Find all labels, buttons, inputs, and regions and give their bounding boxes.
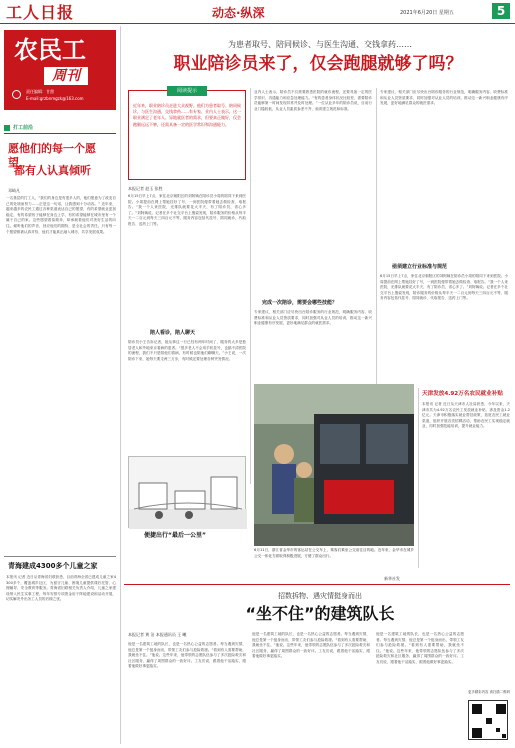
- mail-icon: [12, 90, 21, 99]
- article-byline: 本报记者 赵玉 张胜: [128, 186, 163, 191]
- qr-code-icon: [469, 701, 509, 741]
- sidebar-body: 本报讯 记者 近日从天津市人社局获悉，今年以来，天津市共为4.92万名农民工发放就业补贴，涉及资金1.2亿元。天津市积极落实就业帮扶政策，拓宽农民工就业渠道，组织开展各类招聘活动，帮助农民工实现稳定就业，同时加强技能培训，提升就业能力。: [422, 402, 510, 429]
- news-photo: [254, 384, 414, 546]
- column-email: E-mail:grzbnmgzk@163.com: [26, 96, 84, 101]
- section-name: 动态·纵深: [212, 6, 265, 20]
- qr-code[interactable]: [468, 700, 508, 740]
- bottom-byline: 本报记者 黄 洁 本报通讯员 王 曦: [128, 632, 187, 637]
- sidebar-title: 天津发放4.92万名农民就业补贴: [422, 391, 503, 397]
- opinion-body: 一名基层的打工人，“我们的身边是有很多人的，他们愿意为了改变自己的处境而努力……正是这一句话，让我感到十分动容。” 近年来，越来越多的农民工通过各种渠道表达自己的愿望，有的希望就业更加稳定，有的希望孩子能够在身边上学，有的希望能够在城市里有一个属于自己的家。这些愿望看似简单，却承载着他们对美好生活的向往。倾听他们的声音，回应他们的期待，是全社会的责任。只有每一个愿望都被认真对待，他们才能真正融入城市，共享发展成果。: [6, 196, 116, 234]
- issue-date: 2021年6月20日 星期五: [400, 10, 454, 16]
- bottom-body-2: 他是一名建筑工地的队长，也是一名热心公益的志愿者。每当遇到灾情，他总是第一个挺身而出，带领工友们参与抢险救援。“看到有人需要帮助，我就坐不住。”他说。这些年来，他带领的志愿队伍参与了多次抢险救灾和社区服务，赢得了周围群众的一致好评。工友们说，跟着他干活踏实，跟着他做好事更踏实。: [252, 632, 370, 659]
- subhead-3: 亟须建立行业标准与规范: [392, 264, 448, 270]
- opinion-title-2: 都有人认真倾听: [14, 164, 91, 177]
- reading-box-body: 近年来，职业陪诊员走进大众视野。他们为患者取号、陪同候诊，与医生沟通，交钱拿药……有专家、业内人士表示，这一职业满足了老年人、异地就医者的需求，但要真正做好，仅会跑腿远远不够，还需具备一定的医学常识和沟通能力。: [133, 103, 241, 127]
- qr-caption: 更多精彩内容 请扫描二维码: [468, 690, 510, 694]
- cartoon-drawing: [129, 457, 247, 529]
- brand-logo: 工人日报: [6, 3, 75, 22]
- reading-box-title: 阅读提示: [167, 86, 207, 96]
- bus-photo: [254, 384, 414, 546]
- article-headline: 职业陪诊员来了，仅会跑腿就够了吗？: [173, 54, 463, 74]
- article-body-1: 6月15日早上7点，家住北京朝阳区的刘阿姨在陪诊员小周的陪同下来到医院。小周提前在网上帮她挂好了号，一到医院便带着她去做检查、取报告。“我一个人来医院，光排队就要花大半天，有了陪诊员，省心多了。”刘阿姨说。记者在多个社交平台上搜索发现，陪诊服务的价格从每半天一二百元到每天三四百元不等，服务内容包括代挂号、陪同就诊、代取报告、送药上门等。: [128, 194, 246, 226]
- column-editor: 责任编辑：甘甜: [26, 89, 54, 94]
- page-number: 5: [492, 3, 510, 19]
- photo-caption: 6月11日，浙江省金华市的客运站在公交车上，乘客们乘坐公交前往目的地。近年来，金华市在城乡公交一体化方面取得积极进展，方便了群众出行。: [254, 548, 414, 558]
- column-title: 农民工: [14, 35, 86, 64]
- article-body-3b: 专家建议，相关部门应尽快出台陪诊服务的行业规范，明确服务内容、收费标准和从业人员资质要求，同时加强对从业人员的培训，推动这一新兴职业健康有序发展，更好地满足群众的就医需求。: [254, 310, 372, 326]
- subhead-2: 完成一次陪诊，需要会哪些技能？: [262, 300, 338, 306]
- bottom-headline: “坐不住”的建筑队长: [245, 604, 395, 623]
- opinion-author: 邓崎凡: [8, 188, 20, 193]
- bottom-body-3: 他是一名建筑工地的队长，也是一名热心公益的志愿者。每当遇到灾情，他总是第一个挺身而出，带领工友们参与抢险救援。“看到有人需要帮助，我就坐不住。”他说。这些年来，他带领的志愿队伍参与了多次抢险救灾和社区服务，赢得了周围群众的一致好评。工友们说，跟着他干活踏实，跟着他做好事更踏实。: [376, 632, 464, 664]
- article-body-4b: 6月15日早上7点，家住北京朝阳区的刘阿姨在陪诊员小周的陪同下来到医院。小周提前在网上帮她挂好了号，一到医院便带着她去做检查、取报告。“我一个人来医院，光排队就要花大半天，有了陪诊员，省心多了。”刘阿姨说。记者在多个社交平台上搜索发现，陪诊服务的价格从每半天一二百元到每天三四百元不等，服务内容包括代挂号、陪同就诊、代取报告、送药上门等。: [380, 274, 508, 301]
- masthead: [0, 0, 515, 32]
- bottom-kicker: 招数拆物、遇灾情挺身而出: [278, 592, 362, 600]
- article-body-2: 陪诊员小王告诉记者，她从事这一行已经有两年时间了，服务的大多是独居老人和外地来京看病的患者。“很多老人不会用手机挂号，也搞不清医院的流程，我们不只是陪他们看病，有时候也陪他们聊聊天。”小王说，一次陪诊下来，她每天要走两三万步，有时候还要处理各种突发情况。: [128, 340, 246, 361]
- opinion-title-1: 愿他们的每一个愿望，: [8, 142, 96, 169]
- cartoon-caption: 便捷出行“最后一公里”: [144, 532, 206, 539]
- article-body-3: 业内人士表示，陪诊员不仅需要熟悉医院的就诊流程，还要具备一定的医学常识、沟通能力和应急处理能力。“有的患者身体状况比较差，需要陪诊员能够第一时间发现异常并及时处理。”一位从业多年的陪诊员说，目前行业门槛较低，从业人员素质参差不齐，亟须建立规范和标准。: [254, 90, 372, 111]
- section-tag: [4, 124, 116, 134]
- subhead-1: 陪人看诊，陪人聊天: [150, 330, 196, 336]
- bottom-body-1: 他是一名建筑工地的队长，也是一名热心公益的志愿者。每当遇到灾情，他总是第一个挺身而出，带领工友们参与抢险救援。“看到有人需要帮助，我就坐不住。”他说。这些年来，他带领的志愿队伍参与了多次抢险救灾和社区服务，赢得了周围群众的一致好评。工友们说，跟着他干活踏实，跟着他做好事更踏实。: [128, 642, 246, 669]
- cartoon-image: [128, 456, 246, 528]
- article-kicker: 为患者取号、陪同候诊、与医生沟通、交钱拿药……: [228, 40, 412, 49]
- photo-credit: 新华社发: [384, 576, 400, 581]
- brief-body: 本报讯 记者 近日从青海省妇联获悉，目前青海全省已建成儿童之家4300多个，覆盖城乡社区，为留守儿童、困境儿童提供课后托管、心理辅导、安全教育等服务。青海省妇联相关负责人介绍，儿童之家建设纳入民生实事工程，每年安排专项资金用于阵地建设和活动开展，切实解决外出务工人员的后顾之忧。: [6, 575, 116, 602]
- column-banner: [4, 30, 116, 110]
- tag-label: 打工前沿: [13, 125, 34, 131]
- column-subtitle: 周刊: [44, 67, 88, 85]
- reading-box: [128, 90, 246, 180]
- tag-square-icon: [4, 125, 10, 131]
- article-body-4: 专家建议，相关部门应尽快出台陪诊服务的行业规范，明确服务内容、收费标准和从业人员资质要求，同时加强对从业人员的培训，推动这一新兴职业健康有序发展，更好地满足群众的就医需求。: [380, 90, 508, 106]
- brief-title: 青海建成4300多个儿童之家: [8, 562, 98, 570]
